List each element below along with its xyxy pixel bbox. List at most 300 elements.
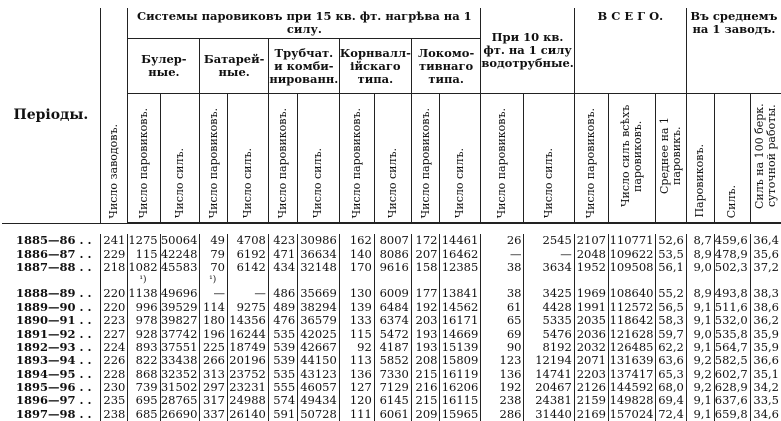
period-cell: 1889—90 . . [16,299,92,314]
value-cell: 137417 [609,368,656,381]
value-cell: 140 [339,247,374,260]
value-cell: 978 [128,314,160,327]
table-row [2,408,781,421]
tubular-power-header: Число силъ. [298,94,340,224]
value-cell: 2035 [574,314,608,327]
value-cell: 220 [100,301,128,314]
value-cell [374,274,411,287]
value-cell: 4187 [374,341,411,354]
value-cell: 489 [268,301,297,314]
value-cell: 555 [268,381,297,394]
value-cell: 2545 [524,234,574,247]
battery-boilers-header: Число паровиковъ. [200,94,228,224]
value-cell: 16115 [440,394,481,407]
tubular-boilers-header: Число паровиковъ. [268,94,297,224]
table-row [2,368,781,381]
period-cell: 1890—91 . . [16,313,92,328]
value-cell: 34,2 [750,381,781,394]
value-cell: 6145 [374,394,411,407]
table-row [2,327,781,340]
value-cell: 539 [268,354,297,367]
value-cell: 434 [268,261,297,274]
value-cell: 928 [128,327,160,340]
value-cell: 136 [339,368,374,381]
value-cell: 2159 [574,394,608,407]
value-cell: 115 [339,327,374,340]
value-cell: 3425 [524,287,574,300]
value-cell: 2048 [574,247,608,260]
value-cell: 230 [100,381,128,394]
value-cell: 2126 [574,381,608,394]
value-cell: 37,2 [750,261,781,274]
value-cell: 34,6 [750,408,781,421]
value-cell: 8192 [524,341,574,354]
value-cell: 120 [339,394,374,407]
value-cell: 32352 [160,368,200,381]
value-cell: 172 [411,234,440,247]
value-cell: ¹) [200,274,228,287]
value-cell: 535 [268,327,297,340]
period-cell: 1895—96 . . [16,380,92,395]
table-row [2,341,781,354]
value-cell: 9,1 [686,314,714,327]
value-cell: 33438 [160,354,200,367]
sub-cornwall-header: Корнвалл-ійскаго типа. [339,39,411,94]
value-cell: 63,6 [656,354,686,367]
cornwall-power-header: Число силъ. [374,94,411,224]
value-cell: 574 [268,394,297,407]
value-cell: 38 [481,287,524,300]
value-cell: 4428 [524,301,574,314]
group-total-header: В С Е Г О. [574,8,686,94]
value-cell: 58,3 [656,314,686,327]
value-cell: 2071 [574,354,608,367]
table-row [2,261,781,274]
value-cell: 28765 [160,394,200,407]
value-cell: 8,7 [686,234,714,247]
value-cell: 23231 [228,381,269,394]
value-cell: 24988 [228,394,269,407]
value-cell: 24381 [524,394,574,407]
value-cell: 68,0 [656,381,686,394]
value-cell: — [524,247,574,260]
value-cell: 162 [339,234,374,247]
value-cell: 108640 [609,287,656,300]
value-cell: 207 [411,247,440,260]
value-cell: 50728 [298,408,340,421]
value-cell: 18749 [228,341,269,354]
value-cell: 238 [481,394,524,407]
table-body [2,223,781,421]
value-cell: 30986 [298,234,340,247]
value-cell [411,274,440,287]
group-15-header: Системы паровиковъ при 15 кв. фт. нагрѣва на 1 силу. [128,8,481,39]
value-cell: 637,6 [714,394,750,407]
value-cell: 511,6 [714,301,750,314]
cornwall-boilers-header: Число паровиковъ. [339,94,374,224]
value-cell: 8007 [374,234,411,247]
value-cell: 65 [481,314,524,327]
value-cell: 7129 [374,381,411,394]
value-cell [524,274,574,287]
value-cell: 602,7 [714,368,750,381]
value-cell: 241 [100,234,128,247]
periods-header: Періоды. [2,8,100,223]
value-cell: 423 [268,234,297,247]
value-cell: 16119 [440,368,481,381]
value-cell: 1275 [128,234,160,247]
value-cell: 6009 [374,287,411,300]
value-cell: 127 [339,381,374,394]
water-tube-boilers-header: Число паровиковъ. [481,94,524,224]
value-cell: 31440 [524,408,574,421]
value-cell: 8,9 [686,247,714,260]
value-cell: 659,8 [714,408,750,421]
value-cell: 133 [339,314,374,327]
value-cell: 16206 [440,381,481,394]
value-cell: 118642 [609,314,656,327]
value-cell: 2203 [574,368,608,381]
battery-power-header: Число силъ. [228,94,269,224]
value-cell: 42248 [160,247,200,260]
value-cell: 5335 [524,314,574,327]
value-cell: 13841 [440,287,481,300]
value-cell: 109508 [609,261,656,274]
value-cell: 493,8 [714,287,750,300]
value-cell: 471 [268,247,297,260]
value-cell: 20196 [228,354,269,367]
value-cell: 43123 [298,368,340,381]
value-cell: — [200,287,228,300]
value-cell: 177 [411,287,440,300]
value-cell [339,274,374,287]
table-row [2,234,781,247]
value-cell: 16244 [228,327,269,340]
value-cell: 52,6 [656,234,686,247]
value-cell: 2169 [574,408,608,421]
period-cell: 1888—89 . . [16,286,92,301]
value-cell: 8086 [374,247,411,260]
value-cell: 535,8 [714,327,750,340]
value-cell: 130 [339,287,374,300]
value-cell: 9,1 [686,408,714,421]
value-cell: 36,6 [750,354,781,367]
value-cell: 476 [268,314,297,327]
value-cell: 6374 [374,314,411,327]
value-cell: 121628 [609,327,656,340]
loco-power-header: Число силъ. [440,94,481,224]
value-cell: 12385 [440,261,481,274]
value-cell: 36634 [298,247,340,260]
value-cell: 225 [200,341,228,354]
value-cell: 35,6 [750,247,781,260]
value-cell: 14356 [228,314,269,327]
buller-power-header: Число силъ. [160,94,200,224]
value-cell: 1082 [128,261,160,274]
value-cell: 208 [411,354,440,367]
value-cell: 286 [481,408,524,421]
value-cell: 50064 [160,234,200,247]
value-cell: 109622 [609,247,656,260]
value-cell: 69 [481,327,524,340]
value-cell: 220 [100,287,128,300]
value-cell: 35,1 [750,368,781,381]
value-cell: 136 [481,368,524,381]
group-avg-header: Въ среднемъ на 1 заводъ. [686,8,781,94]
value-cell: 49434 [298,394,340,407]
sub-buller-header: Булер- ные. [128,39,200,94]
period-cell [2,274,100,287]
value-cell: 4708 [228,234,269,247]
value-cell [100,274,128,287]
table-row [2,247,781,260]
value-cell: 235 [100,394,128,407]
value-cell: 33,5 [750,394,781,407]
period-cell: 1886—87 . . [16,246,92,261]
value-cell: 15139 [440,341,481,354]
value-cell: 1952 [574,261,608,274]
value-cell: 14741 [524,368,574,381]
value-cell: 532,0 [714,314,750,327]
value-cell: 317 [200,394,228,407]
table-row [2,381,781,394]
num-plants-header: Число заводовъ. [100,8,128,223]
value-cell: 193 [411,341,440,354]
value-cell: 227 [100,327,128,340]
period-cell: 1887—88 . . [16,259,92,274]
value-cell: 149828 [609,394,656,407]
value-cell: 144592 [609,381,656,394]
value-cell: 38294 [298,301,340,314]
value-cell: 62,2 [656,341,686,354]
value-cell: 1969 [574,287,608,300]
boiler-statistics-table [2,8,781,421]
value-cell [481,274,524,287]
value-cell: 112572 [609,301,656,314]
value-cell: 44150 [298,354,340,367]
value-cell: 582,5 [714,354,750,367]
value-cell: 45583 [160,261,200,274]
value-cell: 9,2 [686,381,714,394]
value-cell: — [481,247,524,260]
value-cell: 12194 [524,354,574,367]
value-cell: 170 [339,261,374,274]
value-cell: 297 [200,381,228,394]
value-cell [750,274,781,287]
value-cell: 26690 [160,408,200,421]
value-cell: 9,2 [686,368,714,381]
value-cell: 1138 [128,287,160,300]
value-cell: 16171 [440,314,481,327]
value-cell: 9,1 [686,301,714,314]
value-cell: 6484 [374,301,411,314]
value-cell: 69,4 [656,394,686,407]
value-cell: 486 [268,287,297,300]
value-cell: 113 [339,354,374,367]
value-cell: 123 [481,354,524,367]
period-cell: 1896—97 . . [16,393,92,408]
value-cell: 49696 [160,287,200,300]
period-cell: 1892—93 . . [16,339,92,354]
value-cell: 215 [411,394,440,407]
value-cell: 35,9 [750,341,781,354]
value-cell: 8,9 [686,287,714,300]
value-cell: 238 [100,408,128,421]
value-cell: 564,7 [714,341,750,354]
value-cell: 16462 [440,247,481,260]
sub-battery-header: Батарей- ные. [200,39,268,94]
value-cell: 215 [411,368,440,381]
value-cell: 114 [200,301,228,314]
value-cell: 131639 [609,354,656,367]
value-cell: 5472 [374,327,411,340]
value-cell: 126485 [609,341,656,354]
value-cell: 535 [268,368,297,381]
value-cell: 2107 [574,234,608,247]
avg-per-boiler-header: Среднее на 1 паровикъ. [656,94,686,224]
value-cell: 38,6 [750,301,781,314]
value-cell: 70 [200,261,228,274]
table-row [2,354,781,367]
note-row [2,274,781,287]
value-cell: 15965 [440,408,481,421]
value-cell: 196 [200,327,228,340]
value-cell [574,274,608,287]
value-cell: 313 [200,368,228,381]
avg-per100-header: Силъ на 100 берк. суточной работы. [750,94,781,224]
value-cell: 42025 [298,327,340,340]
value-cell: 192 [411,301,440,314]
value-cell: 36579 [298,314,340,327]
value-cell: 46057 [298,381,340,394]
value-cell: 209 [411,408,440,421]
value-cell: 193 [411,327,440,340]
value-cell: 337 [200,408,228,421]
value-cell: 223 [100,314,128,327]
value-cell: 158 [411,261,440,274]
period-cell: 1897—98 . . [16,406,92,421]
value-cell: 478,9 [714,247,750,260]
table-row [2,314,781,327]
value-cell [268,274,297,287]
period-cell: 1885—86 . . [16,233,92,248]
avg-power-header: Силъ. [714,94,750,224]
value-cell: 26 [481,234,524,247]
value-cell: 31502 [160,381,200,394]
value-cell [714,274,750,287]
value-cell: 53,5 [656,247,686,260]
value-cell: 9,2 [686,354,714,367]
buller-boilers-header: Число паровиковъ. [128,94,160,224]
value-cell: 39827 [160,314,200,327]
value-cell: 110771 [609,234,656,247]
table-row [2,394,781,407]
value-cell: 23752 [228,368,269,381]
value-cell: 111 [339,408,374,421]
value-cell: 695 [128,394,160,407]
loco-boilers-header: Число паровиковъ. [411,94,440,224]
value-cell: 36,4 [750,234,781,247]
value-cell [160,274,200,287]
avg-boilers-header: Паровиковъ. [686,94,714,224]
value-cell: 39529 [160,301,200,314]
value-cell: 226 [100,354,128,367]
period-cell: 1894—95 . . [16,366,92,381]
value-cell: 996 [128,301,160,314]
value-cell [228,274,269,287]
value-cell: 65,3 [656,368,686,381]
value-cell: 5852 [374,354,411,367]
value-cell: 1991 [574,301,608,314]
group-10-header: При 10 кв. фт. на 1 силу водотрубные. [481,8,574,94]
value-cell: 868 [128,368,160,381]
value-cell: 6061 [374,408,411,421]
value-cell [440,274,481,287]
value-cell: 35669 [298,287,340,300]
value-cell: 61 [481,301,524,314]
value-cell [298,274,340,287]
value-cell [609,274,656,287]
value-cell: ¹) [128,274,160,287]
total-boilers-header: Число паровиковъ. [574,94,608,224]
value-cell: 539 [268,341,297,354]
value-cell: 9,1 [686,394,714,407]
value-cell: 72,4 [656,408,686,421]
value-cell: 459,6 [714,234,750,247]
value-cell: 502,3 [714,261,750,274]
value-cell: 90 [481,341,524,354]
table-row [2,287,781,300]
value-cell: 42667 [298,341,340,354]
value-cell: 9616 [374,261,411,274]
value-cell: 35,9 [750,327,781,340]
value-cell: 14461 [440,234,481,247]
value-cell: 55,2 [656,287,686,300]
value-cell: 9,0 [686,261,714,274]
value-cell: 739 [128,381,160,394]
value-cell: 56,1 [656,261,686,274]
sub-loco-header: Локомо- тивнаго типа. [411,39,480,94]
value-cell: 20467 [524,381,574,394]
value-cell: 92 [339,341,374,354]
water-tube-power-header: Число силъ. [524,94,574,224]
value-cell: 36,2 [750,314,781,327]
value-cell: 893 [128,341,160,354]
value-cell: 56,5 [656,301,686,314]
value-cell: 38 [481,261,524,274]
value-cell: 266 [200,354,228,367]
value-cell: 59,7 [656,327,686,340]
value-cell: 3634 [524,261,574,274]
value-cell: 628,9 [714,381,750,394]
table-row [2,301,781,314]
value-cell: 6192 [228,247,269,260]
value-cell: 6142 [228,261,269,274]
value-cell: 216 [411,381,440,394]
value-cell: 5476 [524,327,574,340]
value-cell: 2032 [574,341,608,354]
value-cell: 37742 [160,327,200,340]
value-cell: 9275 [228,301,269,314]
value-cell: 14669 [440,327,481,340]
value-cell [656,274,686,287]
value-cell: 32148 [298,261,340,274]
total-power-header: Число силъ всѣхъ паровиковъ. [609,94,656,224]
value-cell: 7330 [374,368,411,381]
value-cell: 591 [268,408,297,421]
value-cell: 79 [200,247,228,260]
value-cell: 14562 [440,301,481,314]
